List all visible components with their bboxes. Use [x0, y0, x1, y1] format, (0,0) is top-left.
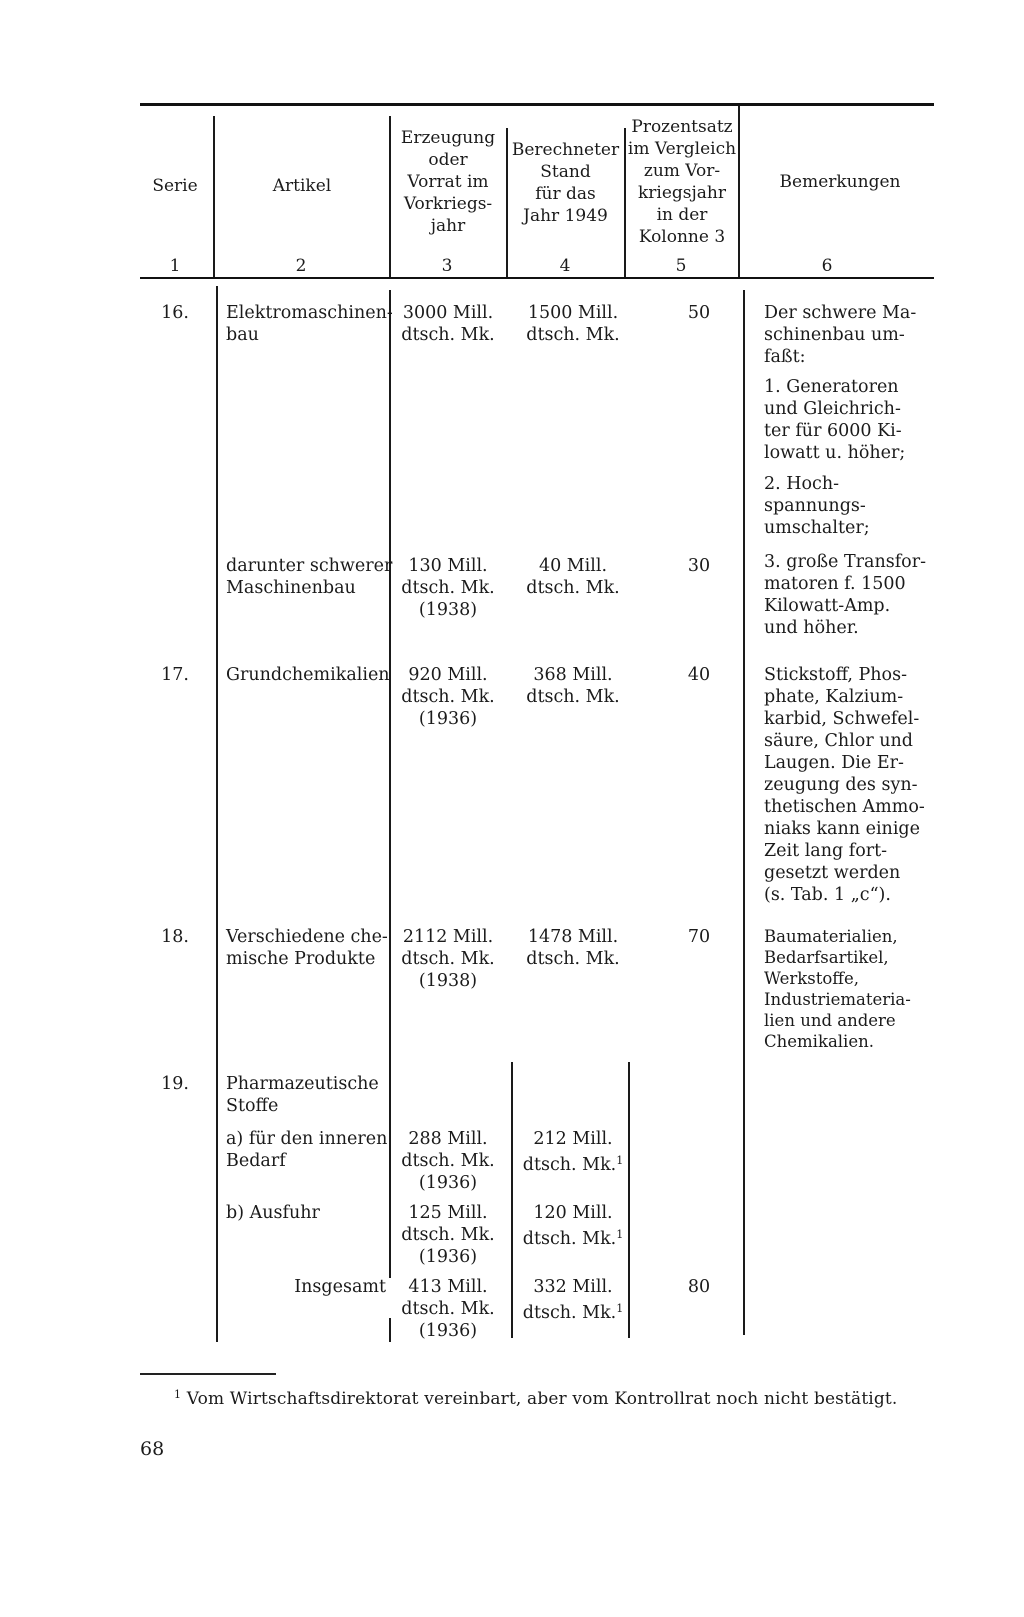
column-divider-2-tail: [389, 1318, 391, 1342]
row-18-remark: Baumaterialien, Bedarfsartikel, Werkstoffe, Industriemateria- lien und andere Chemikalien.: [764, 927, 911, 1051]
footnote: [174, 1384, 934, 1410]
row-19a-artikel: a) für den inneren Bedarf: [226, 1129, 388, 1171]
row-19b-stand-1949: [518, 1202, 628, 1250]
row-19b-artikel: b) Ausfuhr: [226, 1203, 320, 1223]
table-top-rule: [140, 103, 934, 106]
row-17-vorkriegsjahr: 920 Mill. dtsch. Mk. (1936): [401, 665, 495, 729]
row-16-sub-artikel: darunter schwerer Maschinenbau: [226, 556, 393, 598]
column-number-5: 5: [675, 256, 687, 276]
row-17-prozentsatz: 40: [687, 665, 711, 685]
row-19-total-vorkriegsjahr: 413 Mill. dtsch. Mk. (1936): [401, 1277, 495, 1341]
row-18-prozentsatz: 70: [687, 927, 711, 947]
row-19b-stand-1949-text: 120 Mill. dtsch. Mk.: [522, 1203, 617, 1249]
row-16-remark-item-1: 1. Generatoren und Gleichrich- ter für 6000 Ki- lowatt u. höher;: [764, 377, 906, 463]
row-17-stand-1949: 368 Mill. dtsch. Mk.: [526, 665, 620, 707]
row-16-prozentsatz: 50: [687, 303, 711, 323]
row-16-sub-prozentsatz: 30: [687, 556, 711, 576]
footnote-ref: 1: [616, 1154, 624, 1167]
row-18-serie: 18.: [161, 927, 189, 947]
row-19a-stand-1949-text: 212 Mill. dtsch. Mk.: [522, 1129, 617, 1175]
row-16-artikel: Elektromaschinen- bau: [226, 303, 393, 345]
row-19a-vorkriegsjahr: 288 Mill. dtsch. Mk. (1936): [401, 1129, 495, 1193]
column-divider-1: [213, 116, 215, 277]
row-16-vorkriegsjahr: 3000 Mill. dtsch. Mk.: [401, 303, 495, 345]
page-number: 68: [140, 1438, 165, 1460]
table-header-rule: [140, 277, 934, 279]
row-19a-stand-1949: [518, 1128, 628, 1176]
column-number-4: 4: [559, 256, 571, 276]
column-divider-5: [738, 106, 740, 277]
row-19-total-artikel: Insgesamt: [294, 1277, 386, 1297]
footnote-marker: 1: [174, 1388, 182, 1401]
header-berechneter-stand: Berechneter Stand für das Jahr 1949: [511, 140, 620, 226]
row-19-artikel: Pharmazeutische Stoffe: [226, 1074, 379, 1116]
row-19-total-prozentsatz: 80: [687, 1277, 711, 1297]
row-19-total-stand-1949: [518, 1276, 628, 1324]
row-16-remark-item-2: 2. Hoch- spannungs- umschalter;: [764, 474, 870, 538]
column-number-1: 1: [169, 256, 181, 276]
row-17-serie: 17.: [161, 665, 189, 685]
column-divider-1-body: [216, 286, 218, 1342]
footnote-text: Vom Wirtschaftsdirektorat vereinbart, aber vom Kontrollrat noch nicht bestätigt.: [186, 1389, 898, 1409]
header-bemerkungen: Bemerkungen: [779, 172, 901, 192]
row-16-sub-stand-1949: 40 Mill. dtsch. Mk.: [526, 556, 620, 598]
row-16-sub-vorkriegsjahr: 130 Mill. dtsch. Mk. (1938): [401, 556, 495, 620]
row-16-remark-intro: Der schwere Ma- schinenbau um- faßt:: [764, 303, 917, 367]
footnote-rule: [140, 1373, 276, 1375]
row-16-remark-item-3: 3. große Transfor- matoren f. 1500 Kilowatt-Amp. und höher.: [764, 552, 926, 638]
column-divider-3-body: [511, 1062, 513, 1338]
header-erzeugung: Erzeugung oder Vorrat im Vorkriegs- jahr: [400, 128, 496, 236]
header-artikel: Artikel: [272, 176, 332, 196]
row-18-vorkriegsjahr: 2112 Mill. dtsch. Mk. (1938): [401, 927, 495, 991]
column-number-3: 3: [441, 256, 453, 276]
row-16-serie: 16.: [161, 303, 189, 323]
row-16-stand-1949: 1500 Mill. dtsch. Mk.: [526, 303, 620, 345]
row-17-artikel: Grundchemikalien: [226, 665, 390, 685]
row-17-remark: Stickstoff, Phos- phate, Kalzium- karbid, Schwefel- säure, Chlor und Laugen. Die Er- zeugung des syn- thetischen Ammo- niaks kann einige Zeit lang fort- gesetzt werden (s. Tab. 1 „c“).: [764, 665, 925, 905]
column-number-6: 6: [821, 256, 833, 276]
row-19-total-stand-1949-text: 332 Mill. dtsch. Mk.: [522, 1277, 617, 1323]
row-18-stand-1949: 1478 Mill. dtsch. Mk.: [526, 927, 620, 969]
header-serie: Serie: [152, 176, 198, 196]
header-prozentsatz: Prozentsatz im Vergleich zum Vor- kriegsjahr in der Kolonne 3: [627, 117, 737, 247]
footnote-ref: 1: [616, 1228, 624, 1241]
column-divider-5-body: [743, 290, 745, 1335]
column-divider-4-body: [628, 1062, 630, 1338]
column-number-2: 2: [295, 256, 307, 276]
footnote-ref: 1: [616, 1302, 624, 1315]
row-18-artikel: Verschiedene che- mische Produkte: [226, 927, 388, 969]
row-19b-vorkriegsjahr: 125 Mill. dtsch. Mk. (1936): [401, 1203, 495, 1267]
row-19-serie: 19.: [161, 1074, 189, 1094]
